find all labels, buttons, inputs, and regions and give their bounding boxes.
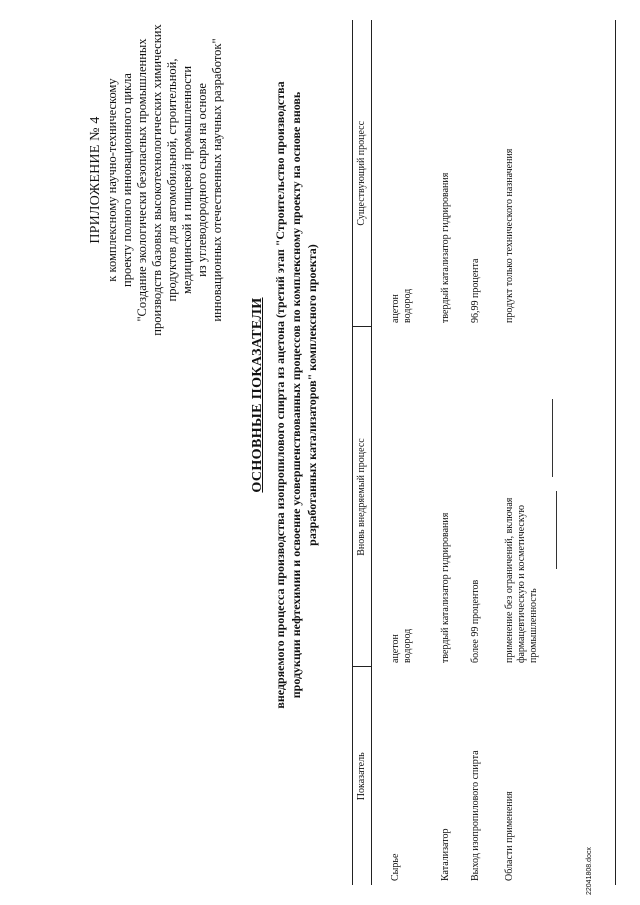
cell-indicator: Катализатор bbox=[440, 828, 451, 881]
cell-line: твердый катализатор гидрирования bbox=[440, 172, 451, 323]
cell-line: ацетон bbox=[390, 634, 401, 663]
appendix-title: ПРИЛОЖЕНИЕ № 4 bbox=[88, 116, 103, 244]
cell-existing-process bbox=[504, 20, 552, 327]
footer-filename: 22041808.docx bbox=[586, 847, 593, 895]
table-row bbox=[470, 20, 504, 885]
document-subtitle bbox=[272, 5, 320, 785]
header-existing-process: Существующий процесс bbox=[353, 20, 372, 327]
cell-existing-process bbox=[470, 20, 504, 327]
header-new-process: Вновь внедряемый процесс bbox=[353, 327, 372, 667]
cell-line: водород bbox=[402, 288, 413, 323]
cell-existing-process bbox=[440, 20, 470, 327]
cell-new-process bbox=[440, 327, 470, 667]
subtitle-line: продукции нефтехимии и освоение усовершенствованных процессов по комплексному проекту на основе вновь bbox=[289, 91, 303, 699]
cell-indicator: Выход изопропилового спирта bbox=[470, 750, 481, 881]
cell-new-process bbox=[504, 327, 552, 667]
cell-line: водород bbox=[402, 628, 413, 663]
appendix-line: медицинской и пищевой промышленности bbox=[180, 65, 194, 295]
header-indicator: Показатель bbox=[353, 667, 372, 885]
cell-indicator: Области применения bbox=[504, 791, 515, 881]
divider-line bbox=[552, 399, 553, 477]
divider-line bbox=[556, 491, 557, 569]
document-title: ОСНОВНЫЕ ПОКАЗАТЕЛИ bbox=[250, 297, 265, 493]
cell-line: 96,99 процента bbox=[470, 258, 481, 323]
appendix-line: продуктов для автомобильной, строительной, bbox=[165, 58, 179, 302]
appendix-block bbox=[88, 15, 225, 345]
indicators-table bbox=[352, 20, 552, 885]
subtitle-line: разработанных катализаторов" комплексного проекта) bbox=[305, 244, 319, 546]
appendix-line: инновационных отечественных научных разработок" bbox=[210, 38, 224, 322]
cell-line: промышленность bbox=[528, 588, 539, 663]
appendix-line: проекту полного инновационного цикла bbox=[120, 73, 134, 287]
appendix-line: "Создание экологически безопасных промышленных bbox=[135, 38, 149, 322]
cell-new-process bbox=[470, 327, 504, 667]
table-row bbox=[440, 20, 470, 885]
appendix-line: из углеводородного сырья на основе bbox=[195, 83, 209, 277]
cell-line: применение без ограничений, включая bbox=[504, 497, 515, 663]
table-row bbox=[372, 20, 441, 885]
cell-new-process bbox=[372, 327, 441, 667]
appendix-line: производств базовых высокотехнологических химических bbox=[150, 24, 164, 336]
cell-existing-process bbox=[372, 20, 441, 327]
table-row bbox=[504, 20, 552, 885]
subtitle-line: внедряемого процесса производства изопропилового спирта из ацетона (третий этап "Строительство производства bbox=[273, 81, 287, 709]
appendix-line: к комплексному научно-техническому bbox=[105, 78, 119, 282]
cell-line: более 99 процентов bbox=[470, 579, 481, 663]
cell-line: ацетон bbox=[390, 294, 401, 323]
cell-line: твердый катализатор гидрирования bbox=[440, 512, 451, 663]
cell-indicator: Сырье bbox=[390, 853, 401, 881]
cell-line: продукт только технического назначения bbox=[504, 148, 515, 323]
table-header-row bbox=[353, 20, 372, 885]
table-bottom-rule bbox=[615, 20, 616, 885]
cell-line: фармацевтическую и косметическую bbox=[516, 504, 527, 663]
